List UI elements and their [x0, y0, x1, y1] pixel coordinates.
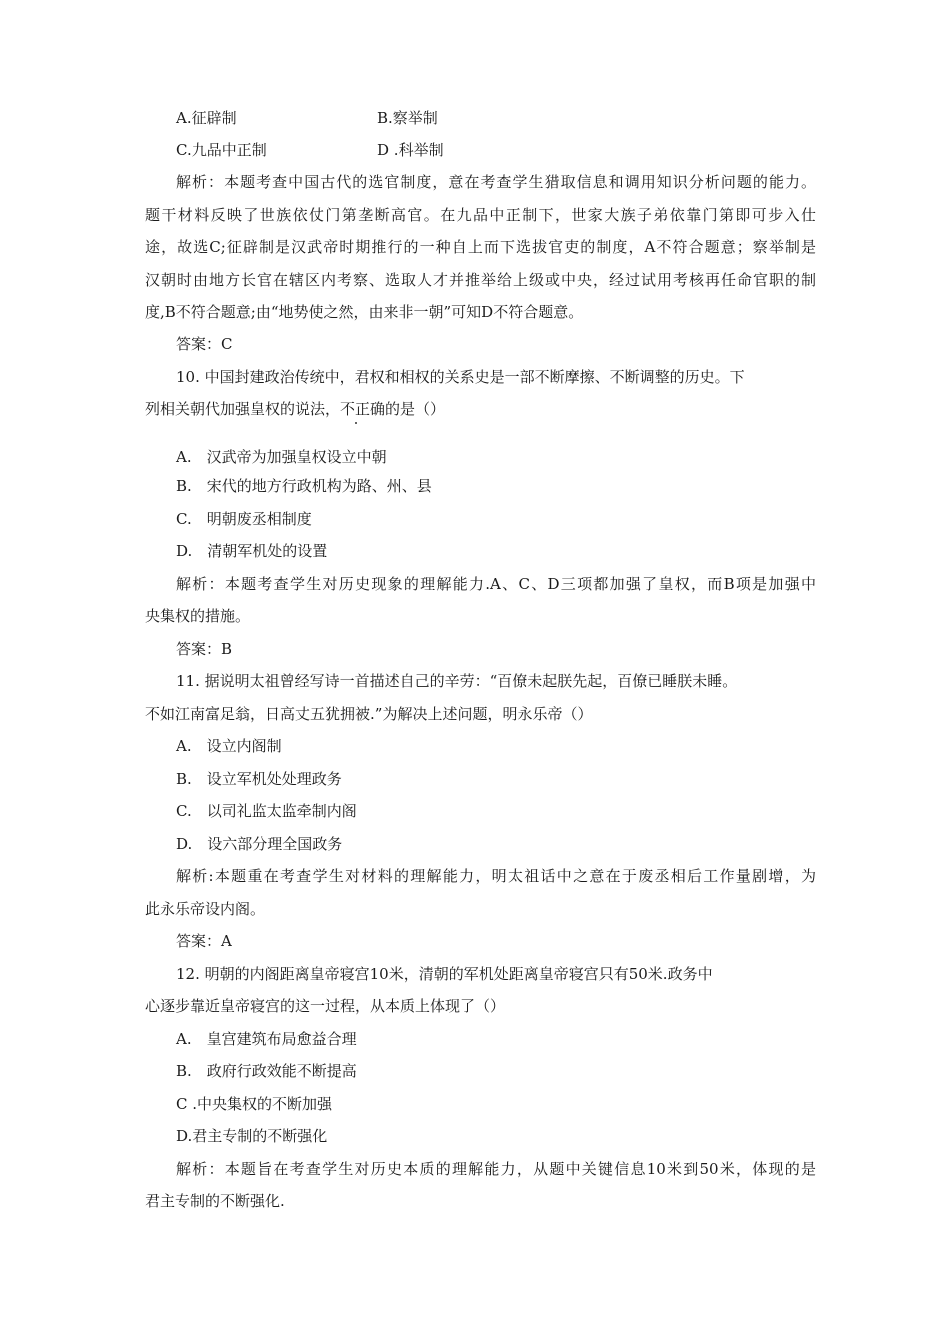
q12-option-d: D.君主专制的不断强化 — [176, 1127, 328, 1145]
q9-answer: 答案：C — [176, 335, 233, 353]
q12-option-b: B. 政府行政效能不断提高 — [176, 1062, 357, 1080]
q10-option-c: C. 明朝废丞相制度 — [176, 510, 312, 528]
q11-option-d: D. 设六部分理全国政务 — [176, 835, 343, 853]
q10-option-a: A. 汉武帝为加强皇权设立中朝 — [176, 448, 387, 466]
q9-analysis-line: 度,B不符合题意;由“地势使之然，由来非一朝”可知D不符合题意。 — [145, 303, 584, 321]
q11-option-c: C. 以司礼监太监牵制内阁 — [176, 802, 357, 820]
q10-option-d: D. 清朝军机处的设置 — [176, 542, 328, 560]
q10-answer: 答案：B — [176, 640, 233, 658]
q11-stem-line: 不如江南富足翁，日高丈五犹拥被.”为解决上述问题，明永乐帝（） — [145, 705, 593, 723]
q9-analysis-line: 题干材料反映了世族依仗门第垄断高官。在九品中正制下，世家大族子弟依靠门第即可步入仕 — [145, 206, 816, 224]
q12-analysis-line: 解析：本题旨在考查学生对历史本质的理解能力，从题中关键信息10米到50米，体现的是 — [176, 1160, 816, 1178]
q10-option-b: B. 宋代的地方行政机构为路、州、县 — [176, 477, 432, 495]
q11-stem-line: 11. 据说明太祖曾经写诗一首描述自己的辛劳：“百僚未起朕先起，百僚已睡朕未睡。 — [176, 672, 738, 690]
q11-analysis-line: 解析:本题重在考查学生对材料的理解能力，明太祖话中之意在于废丞相后工作量剧增，为 — [176, 867, 816, 885]
q9-option-c: C.九品中正制 — [176, 141, 267, 159]
q11-option-b: B. 设立军机处处理政务 — [176, 770, 342, 788]
q12-stem-line: 12. 明朝的内阁距离皇帝寝宫10米，清朝的军机处距离皇帝寝宫只有50米.政务中 — [176, 965, 713, 983]
q12-analysis-line: 君主专制的不断强化. — [145, 1192, 285, 1210]
q11-option-a: A. 设立内阁制 — [176, 737, 282, 755]
q9-analysis-line: 途，故选C;征辟制是汉武帝时期推行的一种自上而下选拔官吏的制度，A不符合题意；察举制是 — [145, 238, 816, 256]
q9-option-d: D .科举制 — [377, 141, 444, 159]
q9-analysis-line: 汉朝时由地方长官在辖区内考察、选取人才并推举给上级或中央，经过试用考核再任命官职的制 — [145, 271, 816, 289]
q10-analysis-line: 央集权的措施。 — [145, 607, 251, 625]
q9-option-a: A.征辟制 — [176, 109, 237, 127]
emphasis-dot — [355, 422, 357, 424]
q11-answer: 答案：A — [176, 932, 232, 950]
q12-stem-line: 心逐步靠近皇帝寝宫的这一过程，从本质上体现了（） — [145, 997, 506, 1015]
q12-option-a: A. 皇宫建筑布局愈益合理 — [176, 1030, 357, 1048]
q10-analysis-line: 解析：本题考查学生对历史现象的理解能力.A、C、D三项都加强了皇权，而B项是加强中 — [176, 575, 816, 593]
q10-stem-line: 列相关朝代加强皇权的说法，不正确的是（） — [145, 400, 446, 418]
q10-stem-line: 10. 中国封建政治传统中，君权和相权的关系史是一部不断摩擦、不断调整的历史。下 — [176, 368, 745, 386]
q9-analysis-line: 解析：本题考查中国古代的选官制度，意在考查学生猎取信息和调用知识分析问题的能力。 — [176, 173, 816, 191]
q9-option-b: B.察举制 — [377, 109, 438, 127]
q12-option-c: C .中央集权的不断加强 — [176, 1095, 333, 1113]
q11-analysis-line: 此永乐帝设内阁。 — [145, 900, 266, 918]
